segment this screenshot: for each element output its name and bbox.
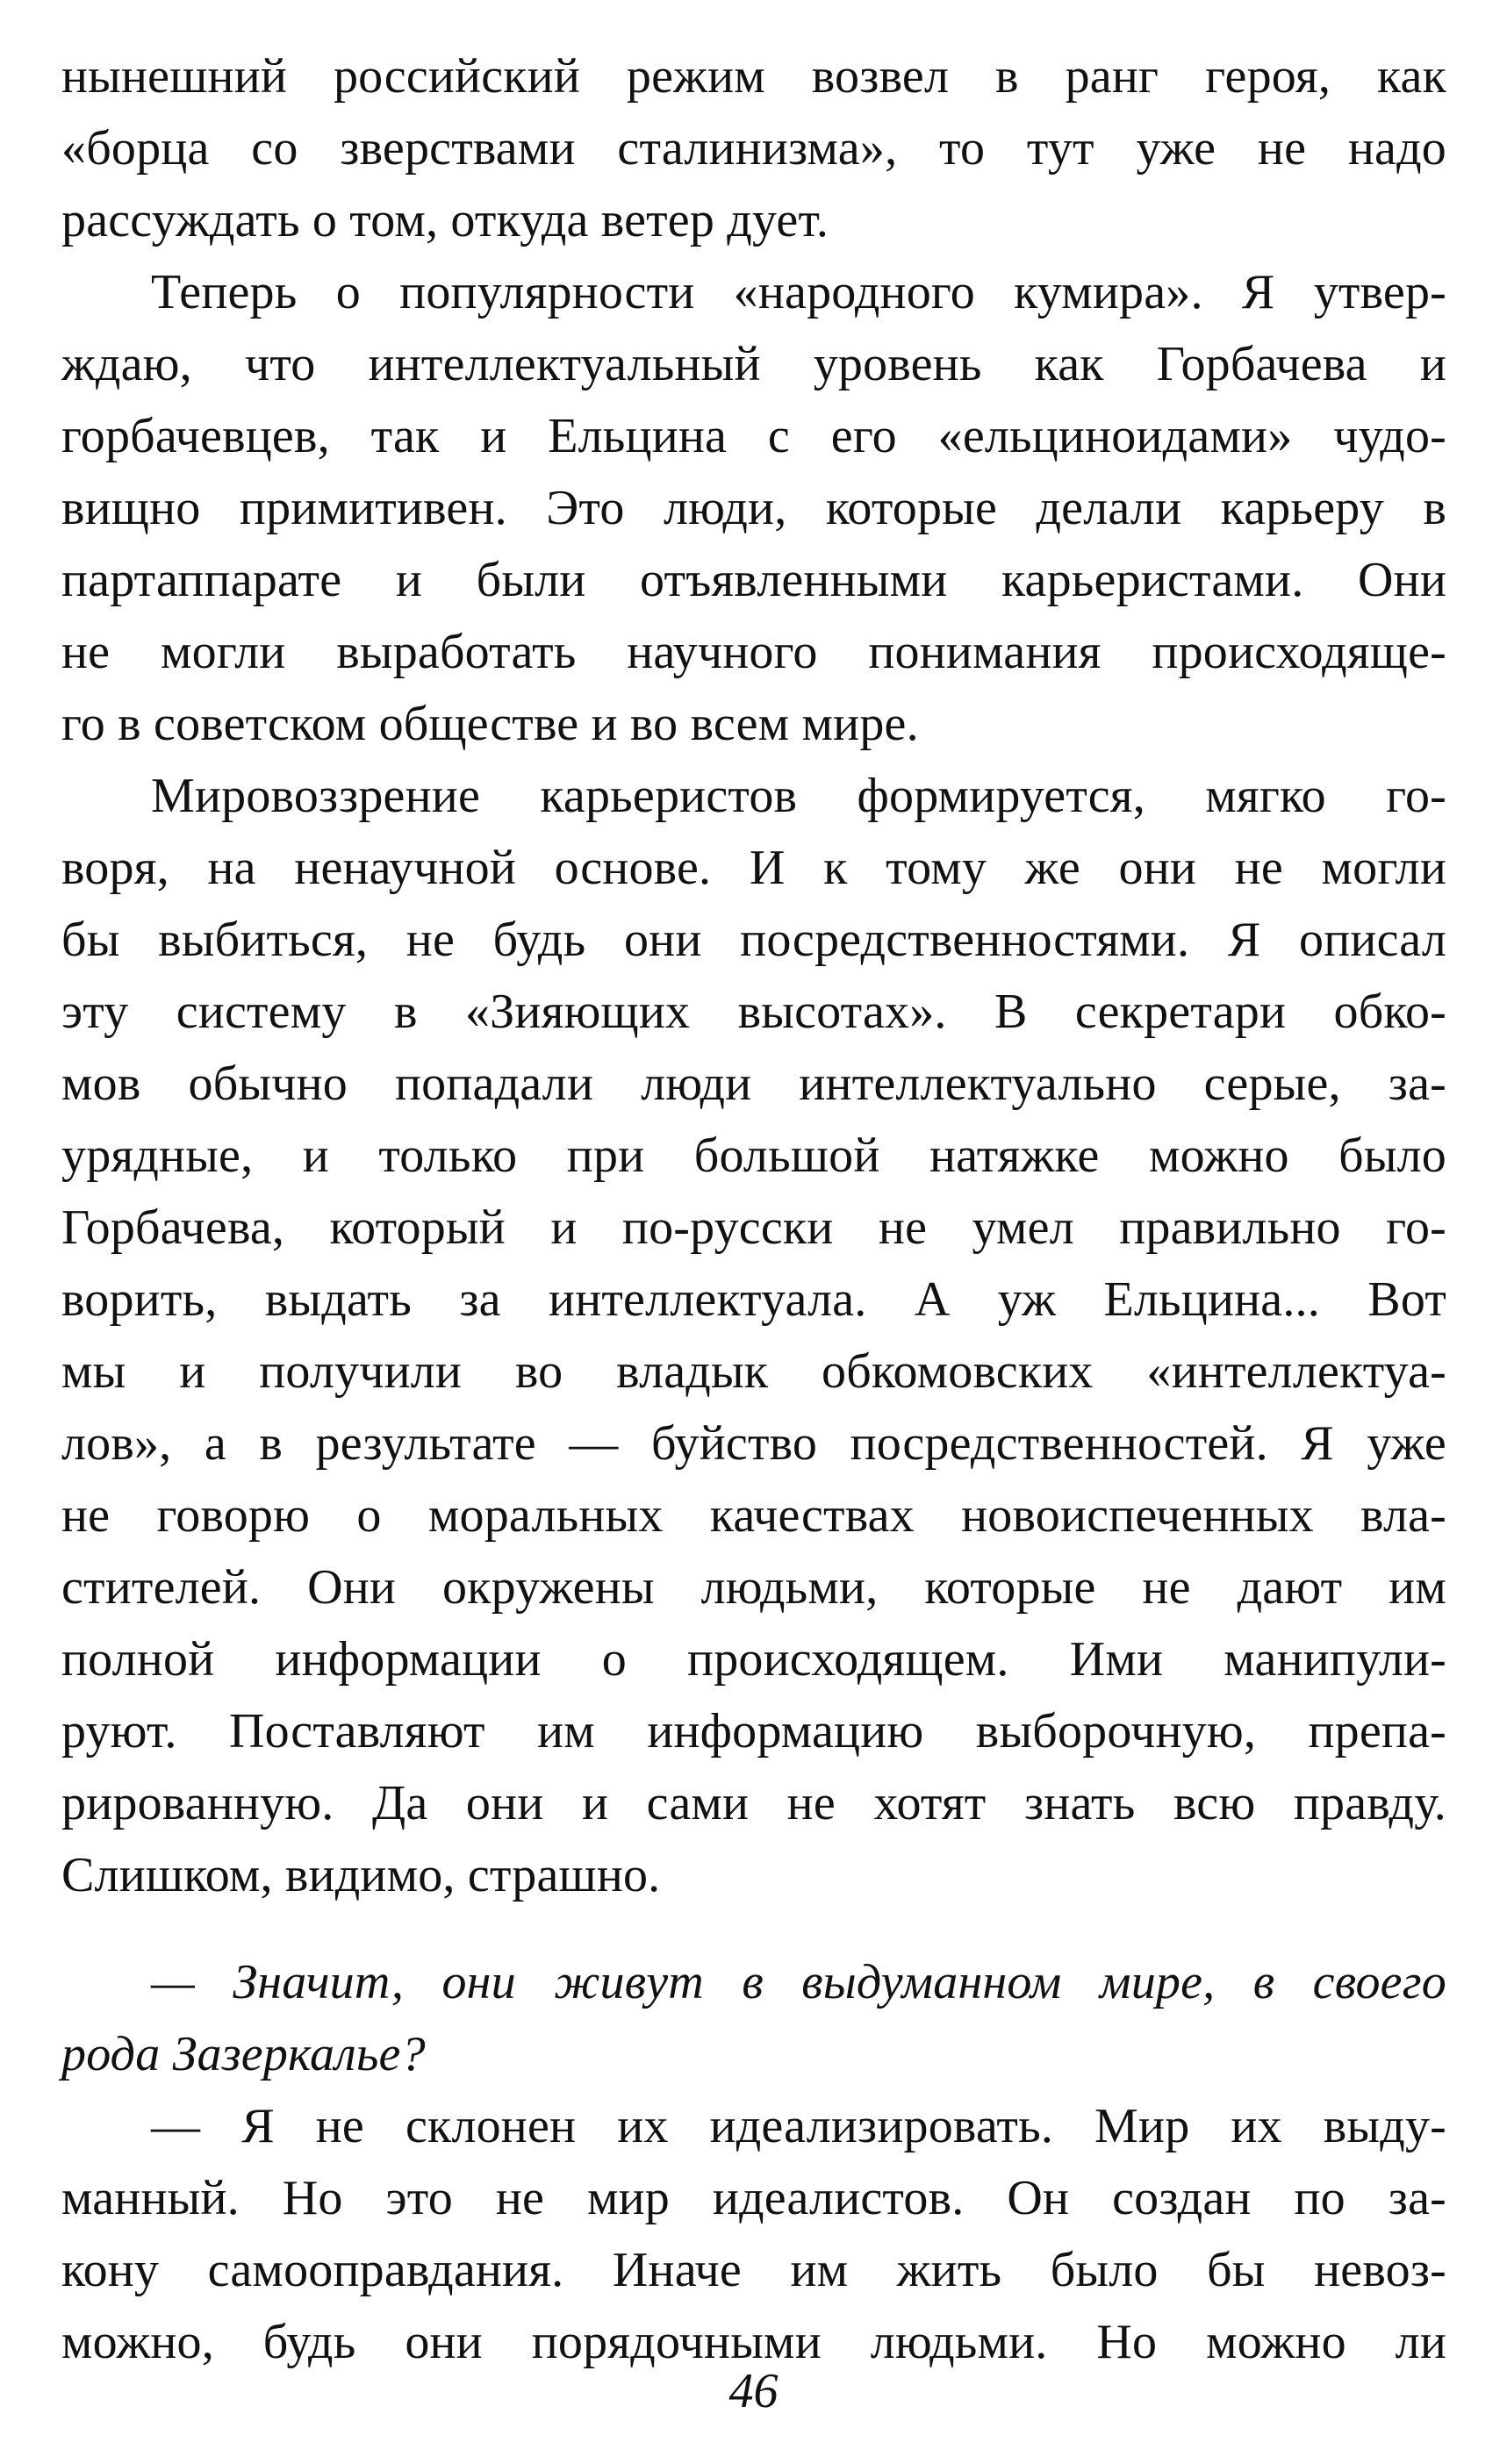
text-line: урядные, и только при большой натяжке можно было	[61, 1128, 1446, 1183]
paragraph-spacer	[61, 1911, 1446, 1946]
text-line: — Значит, они живут в выдуманном мире, в своего	[151, 1955, 1446, 2009]
text-line: рода Зазеркалье?	[61, 2027, 426, 2081]
text-line: руют. Поставляют им информацию выборочную, препа-	[61, 1704, 1446, 1758]
text-line: партаппарате и были отъявленными карьеристами. Они	[61, 553, 1446, 607]
text-line: «борца со зверствами сталинизма», то тут уже не надо	[61, 121, 1446, 175]
text-line: можно, будь они порядочными людьми. Но можно ли	[61, 2315, 1446, 2369]
text-line: ворить, выдать за интеллектуала. А уж Ельцина... Вот	[61, 1272, 1446, 1327]
text-line: бы выбиться, не будь они посредственностями. Я описал	[61, 913, 1446, 967]
text-line: полной информации о происходящем. Ими манипули-	[61, 1632, 1446, 1687]
text-line: го в советском обществе и во всем мире.	[61, 697, 919, 751]
text-line: Слишком, видимо, страшно.	[61, 1848, 661, 1902]
text-line: кону самооправдания. Иначе им жить было бы невоз-	[61, 2243, 1446, 2297]
text-line: рированную. Да они и сами не хотят знать всю правду.	[61, 1776, 1446, 1830]
text-line: Горбачева, который и по-русски не умел правильно го-	[61, 1200, 1446, 1255]
text-line: не говорю о моральных качествах новоиспеченных вла-	[61, 1488, 1446, 1543]
text-line: эту систему в «Зияющих высотах». В секретари обко-	[61, 985, 1446, 1039]
interviewer-question	[61, 1946, 1446, 2090]
text-line: лов», а в результате — буйство посредственностей. Я уже	[61, 1416, 1446, 1471]
book-page	[61, 40, 1446, 2378]
page-number: 46	[728, 2364, 779, 2418]
text-line: Мировоззрение карьеристов формируется, мягко го-	[151, 769, 1446, 823]
text-line: не могли выработать научного понимания происходяще-	[61, 625, 1446, 679]
text-line: мов обычно попадали люди интеллектуально серые, за-	[61, 1057, 1446, 1111]
text-line: ждаю, что интеллектуальный уровень как Горбачева и	[61, 337, 1446, 391]
paragraph-3	[61, 760, 1446, 1911]
text-line: манный. Но это не мир идеалистов. Он создан по за-	[61, 2171, 1446, 2225]
text-line: стителей. Они окружены людьми, которые не дают им	[61, 1560, 1446, 1615]
text-line: Теперь о популярности «народного кумира». Я утвер-	[151, 265, 1446, 319]
text-line: мы и получили во владык обкомовских «интеллектуа-	[61, 1344, 1446, 1399]
text-line: — Я не склонен их идеализировать. Мир их выду-	[151, 2099, 1446, 2153]
text-line: вищно примитивен. Это люди, которые делали карьеру в	[61, 481, 1446, 535]
text-line: воря, на ненаучной основе. И к тому же они не могли	[61, 841, 1446, 895]
text-line: горбачевцев, так и Ельцина с его «ельциноидами» чудо-	[61, 409, 1446, 463]
text-line: нынешний российский режим возвел в ранг героя, как	[61, 49, 1446, 104]
author-answer	[61, 2090, 1446, 2378]
paragraph-2	[61, 256, 1446, 760]
paragraph-1	[61, 40, 1446, 256]
text-line: рассуждать о том, откуда ветер дует.	[61, 193, 829, 247]
